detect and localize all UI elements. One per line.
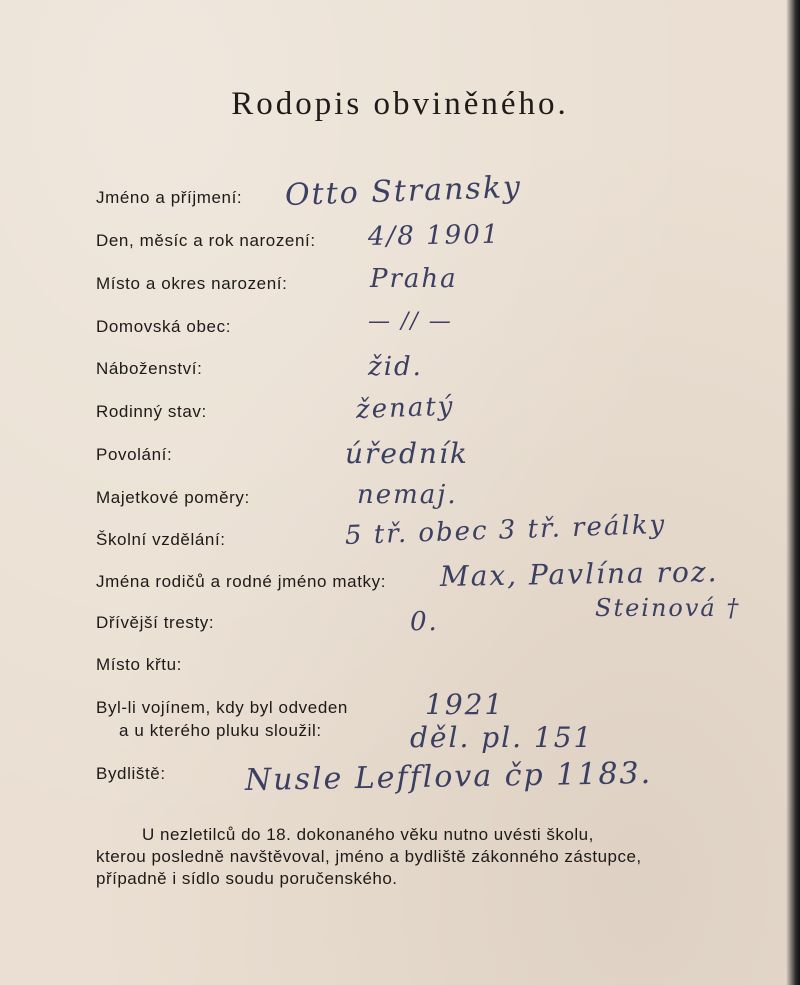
value-prior-convictions: 0.: [410, 607, 439, 637]
label-occupation: Povolání:: [96, 445, 173, 464]
footnote-line-3: případně i sídlo soudu poručenského.: [96, 869, 398, 888]
value-occupation: úředník: [345, 437, 469, 470]
label-baptism-place: Místo křtu:: [96, 655, 182, 674]
label-religion: Náboženství:: [96, 359, 203, 378]
label-name: Jméno a příjmení:: [96, 188, 243, 207]
footnote-line-1: U nezletilců do 18. dokonaného věku nutno uvésti školu,: [142, 825, 594, 844]
document-title: Rodopis obviněného.: [231, 86, 569, 122]
label-home-municipality: Domovská obec:: [96, 317, 232, 336]
value-education: 5 tř. obec 3 tř. reálky: [344, 509, 667, 551]
value-military-regiment: děl. pl. 151: [410, 721, 594, 754]
value-home-municipality: — // —: [368, 309, 453, 334]
scan-edge: [786, 0, 800, 985]
value-residence: Nusle Lefflova čp 1183.: [244, 755, 653, 798]
value-marital-status: ženatý: [355, 391, 455, 425]
label-military-regiment: a u kterého pluku sloužil:: [119, 721, 322, 740]
value-parents: Max, Pavlína roz.: [439, 555, 719, 593]
value-name: Otto Stransky: [284, 169, 523, 213]
value-military-drafted: 1921: [425, 688, 505, 721]
value-birth-place: Praha: [370, 264, 458, 294]
label-education: Školní vzdělání:: [96, 530, 226, 549]
label-marital-status: Rodinný stav:: [96, 402, 207, 421]
value-religion: žid.: [368, 352, 423, 382]
label-military-drafted: Byl-li vojínem, kdy byl odveden: [96, 698, 348, 717]
value-property: nemaj.: [357, 480, 458, 510]
label-parents: Jména rodičů a rodné jméno matky:: [96, 572, 387, 591]
value-mother-maiden-name: Steinová †: [595, 594, 741, 622]
label-residence: Bydliště:: [96, 764, 166, 783]
label-birth-place: Místo a okres narození:: [96, 274, 288, 293]
footnote-line-2: kterou posledně navštěvoval, jméno a bydliště zákonného zástupce,: [96, 847, 642, 866]
label-property: Majetkové poměry:: [96, 488, 250, 507]
label-prior-convictions: Dřívější tresty:: [96, 613, 215, 632]
label-birth-date: Den, měsíc a rok narození:: [96, 231, 316, 250]
footnote: [96, 824, 736, 890]
value-birth-date: 4/8 1901: [367, 219, 501, 252]
